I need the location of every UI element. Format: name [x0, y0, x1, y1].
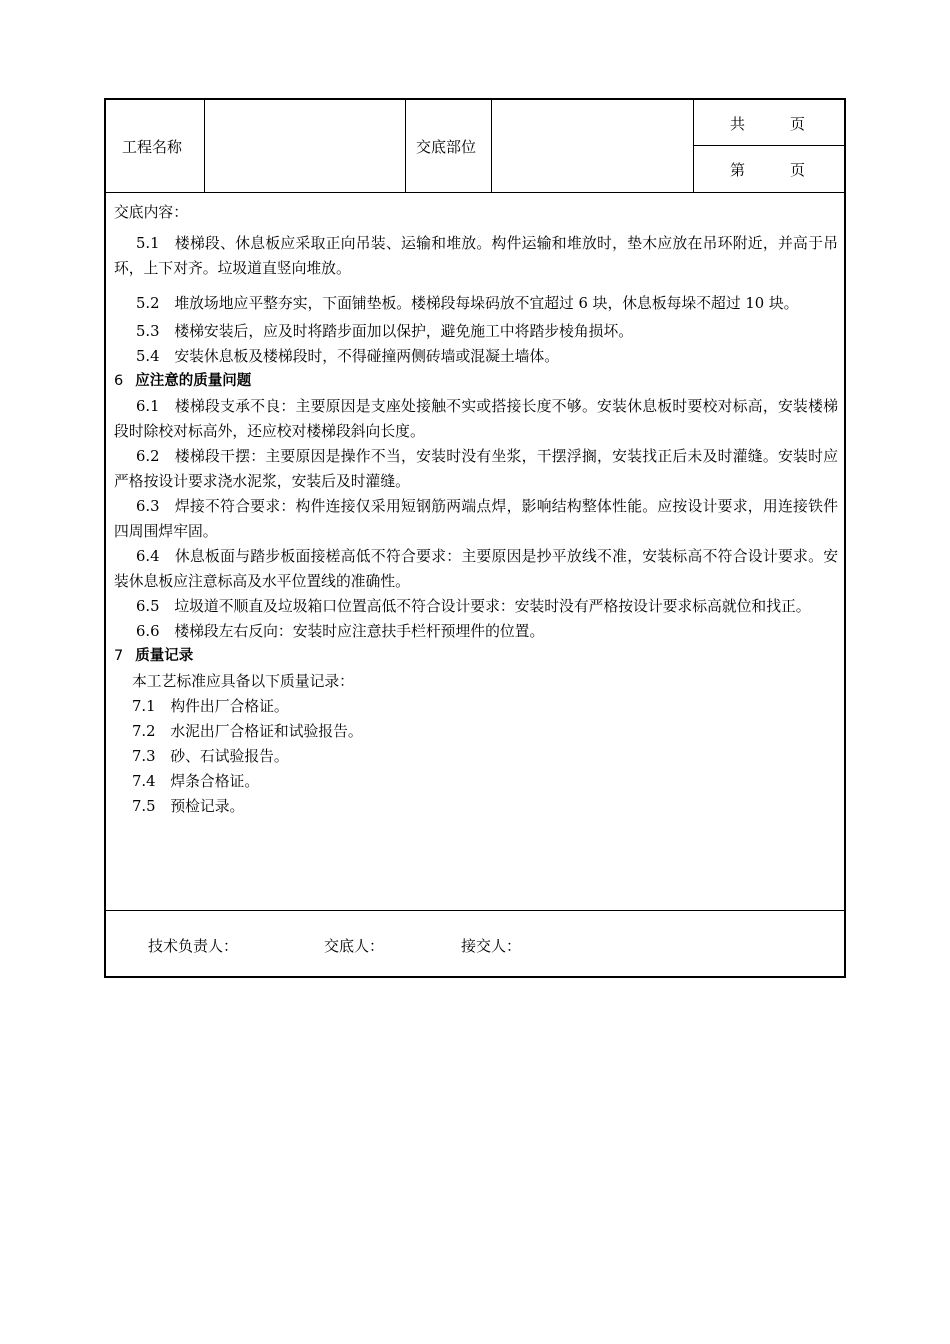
- divider: [491, 100, 492, 192]
- discloser-label: 交底人：: [324, 937, 385, 955]
- receiver-label: 接交人：: [461, 937, 522, 955]
- content-intro: 交底内容：: [114, 204, 188, 221]
- item-5-1: 5.1 楼梯段、休息板应采取正向吊装、运输和堆放。构件运输和堆放时，垫木应放在吊环附近，并高于吊环，上下对齐。垃圾道直竖向堆放。: [114, 235, 838, 277]
- disclosure-content: [114, 200, 838, 819]
- item-5-2: 5.2 堆放场地应平整夯实，下面铺垫板。楼梯段每垛码放不宜超过 6 块，休息板每垛不超过 10 块。: [136, 295, 799, 312]
- section-6-title: 应注意的质量问题: [135, 373, 252, 389]
- form-header: [106, 100, 844, 193]
- item-7-3: 7.3 砂、石试验报告。: [132, 748, 289, 765]
- item-7-2: 7.2 水泥出厂合格证和试验报告。: [132, 723, 363, 740]
- section-6-number: 6: [114, 373, 124, 389]
- section-6-heading: [114, 369, 838, 394]
- section-7-heading: [114, 644, 838, 669]
- item-5-4: 5.4 安装休息板及楼梯段时，不得碰撞两侧砖墙或混凝土墙体。: [136, 348, 560, 365]
- divider: [204, 100, 205, 192]
- item-6-2: 6.2 楼梯段干摆：主要原因是操作不当，安装时没有坐浆，干摆浮搁，安装找正后未及时灌缝。安装时应严格按设计要求浇水泥浆，安装后及时灌缝。: [114, 448, 838, 490]
- tech-lead-label: 技术负责人：: [148, 937, 239, 955]
- project-name-label: 工程名称: [122, 138, 183, 156]
- page-number-cell: [694, 146, 844, 191]
- item-6-1: 6.1 楼梯段支承不良：主要原因是支座处接触不实或搭接长度不够。安装休息板时要校对标高，安装楼梯段时除校对标高外，还应校对楼梯段斜向长度。: [114, 398, 838, 440]
- item-5-3: 5.3 楼梯安装后，应及时将踏步面加以保护，避免施工中将踏步棱角损坏。: [136, 323, 634, 340]
- item-7-1: 7.1 构件出厂合格证。: [132, 698, 289, 715]
- total-pages-text: 共 页: [730, 115, 806, 133]
- page-number-text: 第 页: [730, 161, 806, 179]
- position-label: 交底部位: [416, 138, 477, 156]
- disclosure-form: [104, 98, 846, 978]
- item-6-4: 6.4 休息板面与踏步板面接槎高低不符合要求：主要原因是抄平放线不准，安装标高不符合设计要求。安装休息板应注意标高及水平位置线的准确性。: [114, 548, 838, 590]
- item-7-4: 7.4 焊条合格证。: [132, 773, 260, 790]
- section-7-number: 7: [114, 648, 124, 664]
- total-pages-cell: [694, 100, 844, 145]
- item-6-6: 6.6 楼梯段左右反向：安装时应注意扶手栏杆预埋件的位置。: [136, 623, 545, 640]
- divider: [405, 100, 406, 192]
- section-7-title: 质量记录: [135, 648, 194, 664]
- item-7-5: 7.5 预检记录。: [132, 798, 245, 815]
- item-6-3: 6.3 焊接不符合要求：构件连接仅采用短钢筋两端点焊，影响结构整体性能。应按设计要求，用连接铁件四周围焊牢固。: [114, 498, 838, 540]
- section-7-intro: 本工艺标准应具备以下质量记录：: [132, 673, 354, 690]
- signature-row: [106, 910, 844, 977]
- item-6-5: 6.5 垃圾道不顺直及垃圾箱口位置高低不符合设计要求：安装时没有严格按设计要求标高就位和找正。: [136, 598, 811, 615]
